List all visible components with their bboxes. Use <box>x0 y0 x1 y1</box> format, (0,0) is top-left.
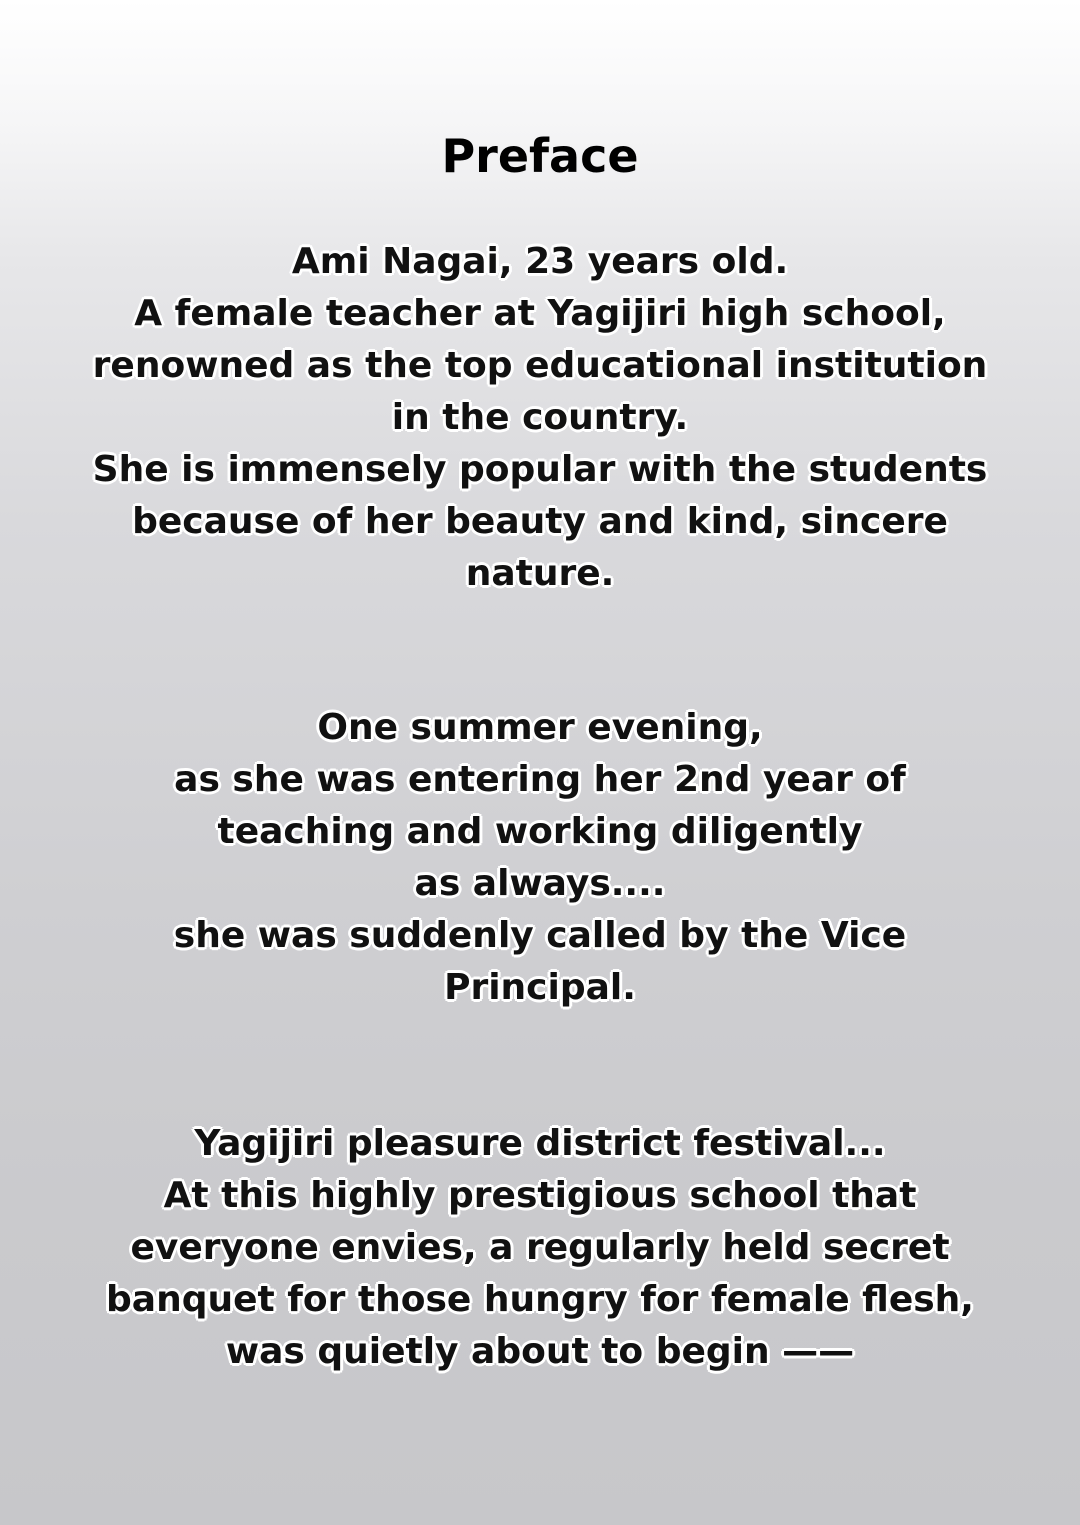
page-title: Preface <box>441 128 639 183</box>
paragraph-intro <box>40 236 1040 600</box>
text-line: She is immensely popular with the students <box>92 449 988 490</box>
text-line: At this highly prestigious school that <box>163 1175 917 1216</box>
paragraph-festival <box>40 1118 1040 1378</box>
text-line: One summer evening, <box>317 707 763 748</box>
paragraph-evening <box>40 702 1040 1014</box>
text-line: Principal. <box>444 967 636 1008</box>
text-line: was quietly about to begin —— <box>225 1331 855 1372</box>
text-line: A female teacher at Yagijiri high school, <box>134 293 946 334</box>
text-line: in the country. <box>391 397 689 438</box>
text-line: she was suddenly called by the Vice <box>173 915 907 956</box>
text-line: because of her beauty and kind, sincere <box>132 501 948 542</box>
text-line: banquet for those hungry for female flesh, <box>106 1279 974 1320</box>
text-line: as she was entering her 2nd year of <box>174 759 906 800</box>
text-line: as always.... <box>414 863 666 904</box>
text-line: everyone envies, a regularly held secret <box>130 1227 950 1268</box>
text-line: teaching and working diligently <box>217 811 863 852</box>
text-line: Yagijiri pleasure district festival... <box>194 1123 886 1164</box>
text-line: renowned as the top educational institution <box>92 345 988 386</box>
text-line: nature. <box>465 553 615 594</box>
text-line: Ami Nagai, 23 years old. <box>291 241 789 282</box>
